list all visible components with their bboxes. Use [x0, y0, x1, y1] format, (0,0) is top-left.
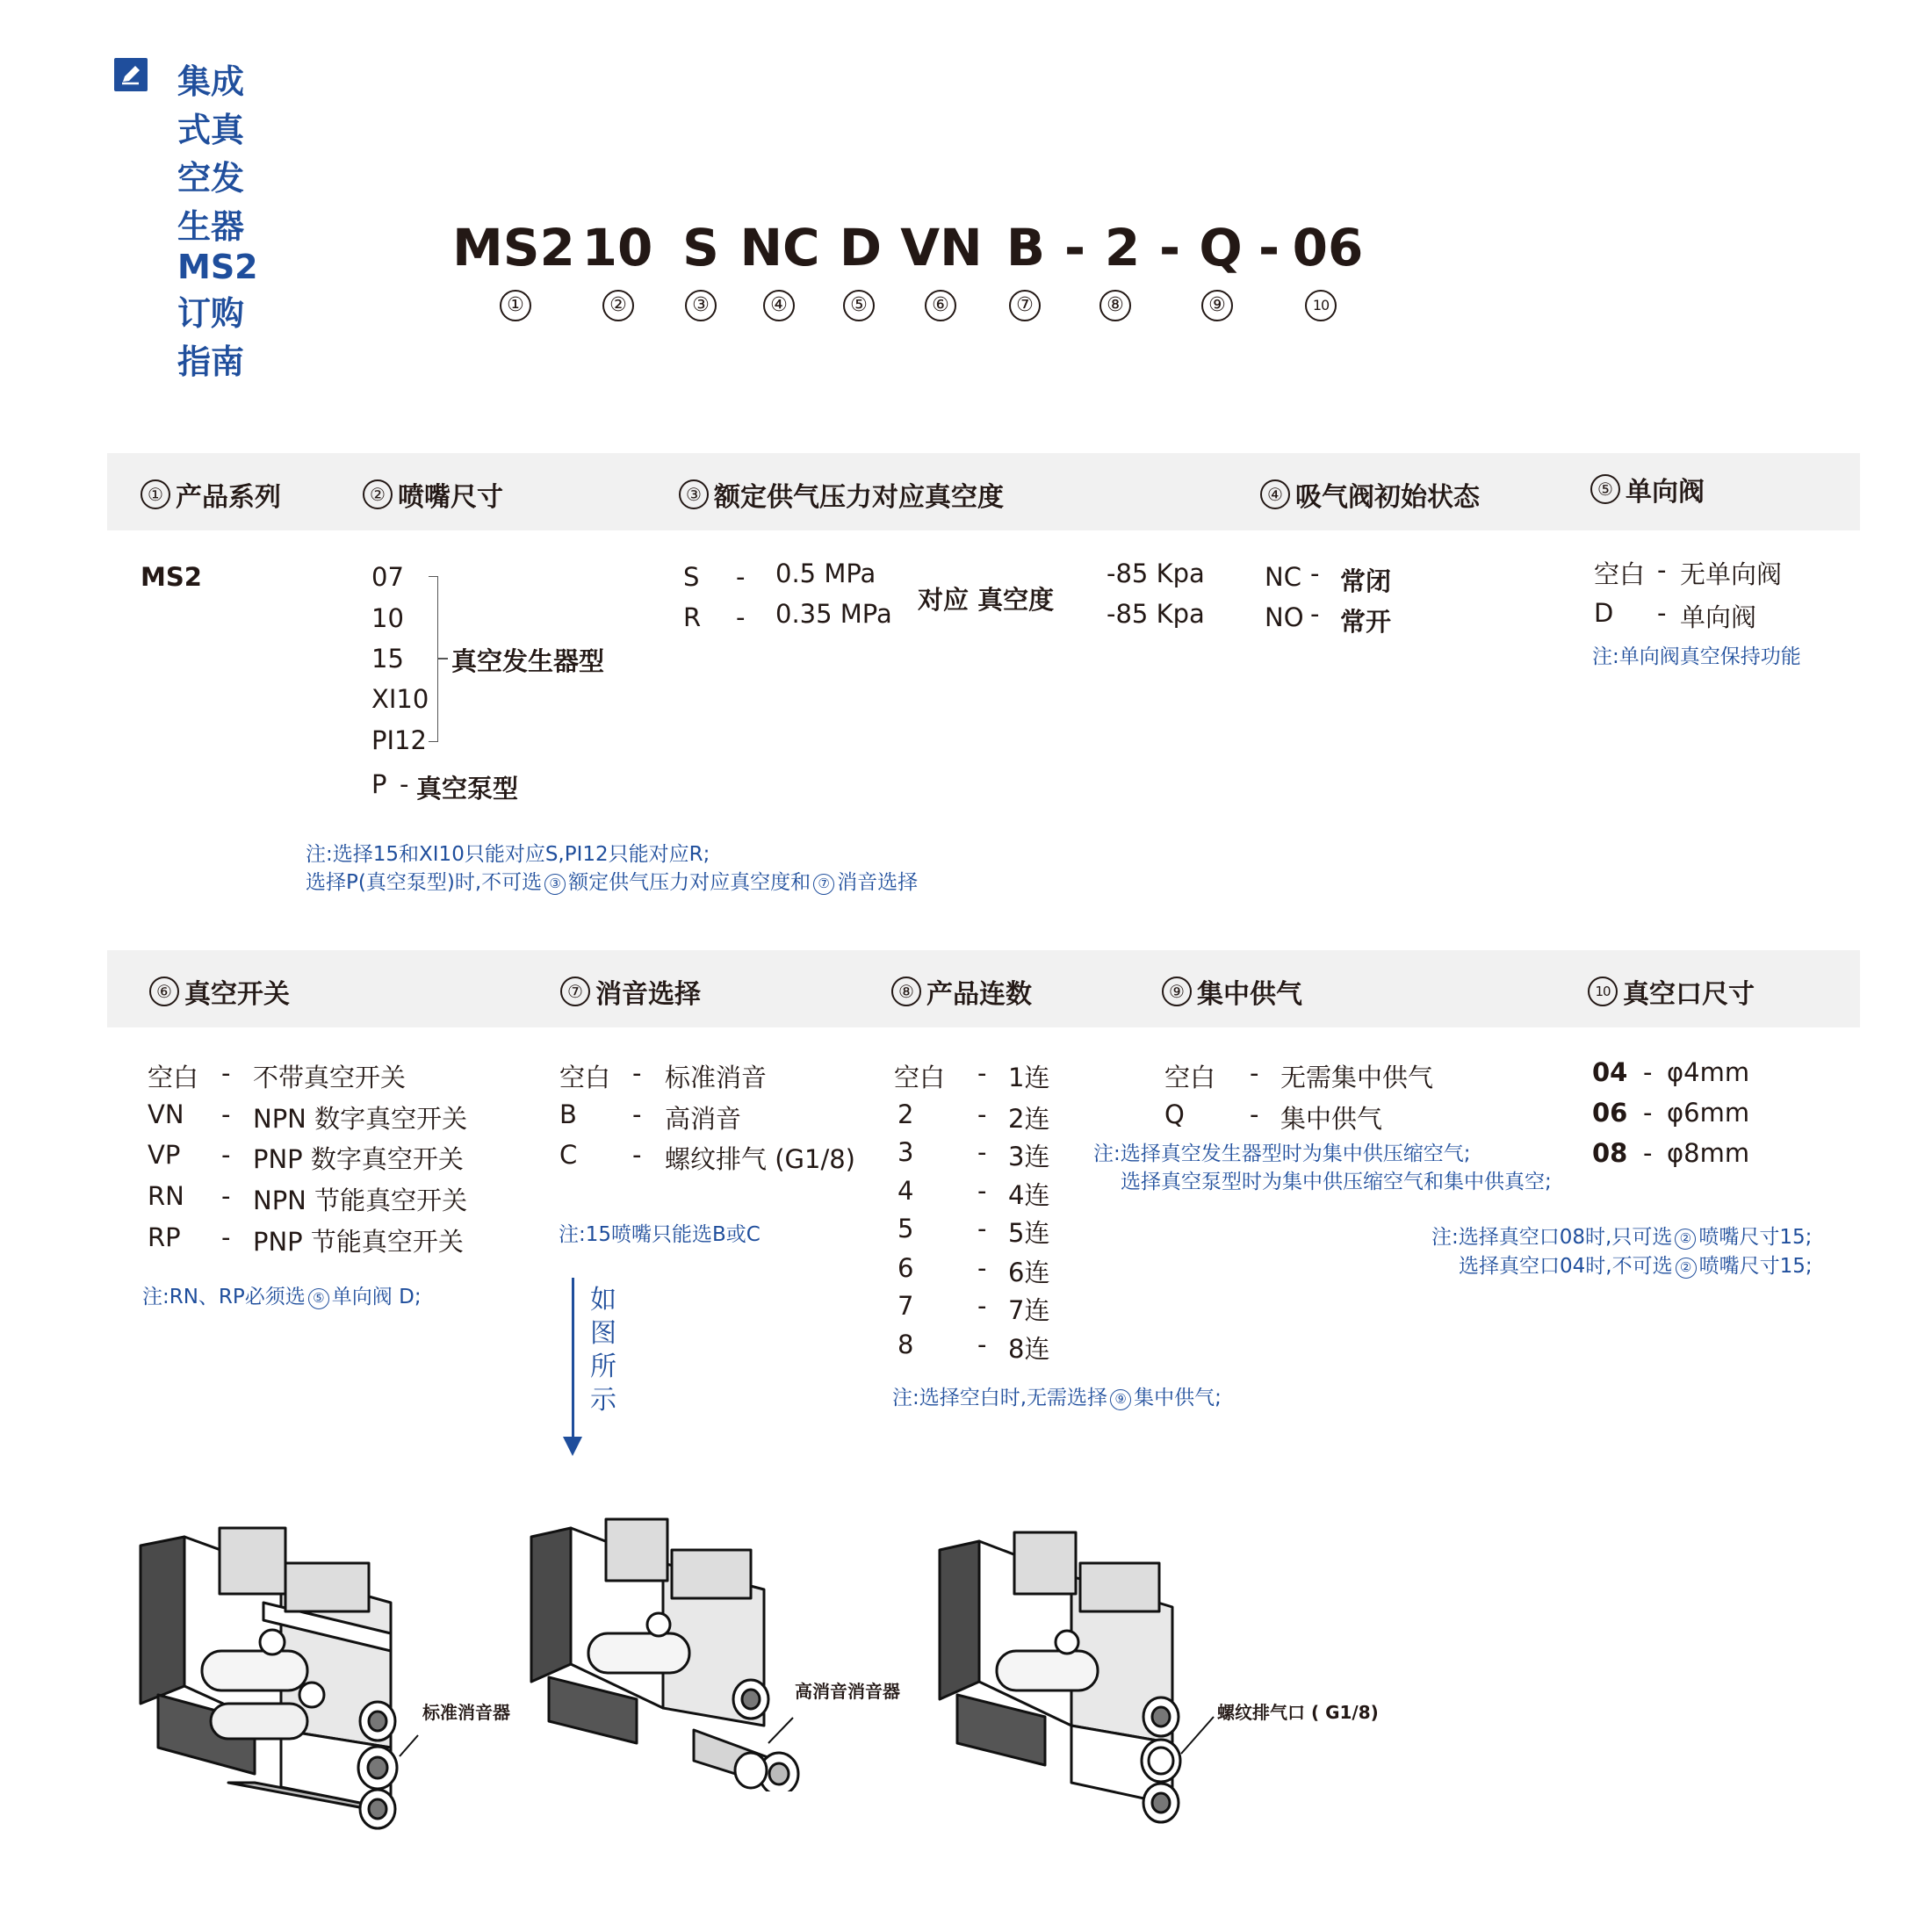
code-segment-vacuum-switch: VN — [900, 218, 983, 277]
central-supply-note1: 注:选择真空发生器型时为集中供压缩空气; — [1093, 1142, 1471, 1165]
count-note: 注:选择空白时,无需选择 ⑨ 集中供气; — [892, 1387, 1222, 1409]
separator: - — [221, 1222, 231, 1252]
silencer-code: 空白 — [559, 1063, 611, 1092]
nozzle-size: PI12 — [371, 725, 427, 755]
product-illustration-high-silencer — [514, 1510, 812, 1791]
separator: - — [221, 1181, 231, 1211]
count-label: 1连 — [1008, 1063, 1050, 1092]
silencer-label: 标准消音 — [665, 1063, 768, 1092]
pressure-code: S — [683, 562, 700, 592]
code-segment-nozzle: 10 — [581, 218, 653, 277]
vacuum-switch-code: 空白 — [148, 1063, 199, 1092]
code-segment-port-size: 06 — [1292, 218, 1364, 277]
code-number: 10 — [1305, 290, 1337, 321]
arrow-down-icon — [563, 1437, 582, 1456]
separator: - — [632, 1140, 642, 1170]
vacuum-switch-code: RP — [148, 1222, 181, 1252]
central-supply-code: 空白 — [1164, 1063, 1216, 1092]
code-number: ⑥ — [925, 290, 956, 321]
count-label: 5连 — [1008, 1218, 1050, 1248]
count-label: 8连 — [1008, 1334, 1050, 1364]
count-label: 2连 — [1008, 1104, 1050, 1134]
code-segment-silencer: B — [1006, 218, 1046, 277]
central-supply-note2: 选择真空泵型时为集中供压缩空气和集中供真空; — [1121, 1171, 1552, 1193]
header-vacuum-switch: ⑥ 真空开关 — [149, 972, 290, 1011]
count-code: 4 — [898, 1176, 914, 1206]
separator: - — [221, 1058, 231, 1088]
arrow-down-line — [572, 1278, 574, 1440]
separator: - — [400, 769, 409, 799]
code-segment-valve-state: NC — [739, 218, 820, 277]
separator: - — [1250, 1058, 1259, 1088]
header-check-valve: ⑤ 单向阀 — [1590, 470, 1705, 508]
count-code: 2 — [898, 1099, 914, 1129]
separator: - — [1250, 1099, 1259, 1129]
separator: - — [1643, 1098, 1653, 1128]
separator: - — [977, 1330, 987, 1359]
header-pressure: ③ 额定供气压力对应真空度 — [679, 475, 1004, 514]
pressure-code: R — [683, 602, 702, 632]
code-separator: - — [1063, 218, 1086, 277]
pressure-value: 0.35 MPa — [775, 599, 892, 629]
vacuum-switch-label: NPN 数字真空开关 — [253, 1104, 468, 1134]
header-count: ⑧ 产品连数 — [891, 972, 1032, 1011]
silencer-note: 注:15喷嘴只能选B或C — [559, 1223, 761, 1246]
port-size-code: 04 — [1592, 1057, 1628, 1087]
nozzle-size: 10 — [371, 603, 404, 633]
port-size-code: 06 — [1592, 1098, 1628, 1128]
valve-state-code: NC — [1265, 562, 1301, 592]
vacuum-switch-label: NPN 节能真空开关 — [253, 1186, 468, 1215]
separator: - — [977, 1291, 987, 1321]
code-separator: - — [1258, 218, 1280, 277]
vacuum-value: -85 Kpa — [1107, 599, 1205, 629]
silencer-code: C — [559, 1140, 578, 1170]
silencer-label: 螺纹排气 (G1/8) — [665, 1144, 855, 1174]
count-label: 4连 — [1008, 1180, 1050, 1210]
code-number: ⑤ — [843, 290, 875, 321]
silencer-label: 高消音 — [665, 1104, 742, 1134]
code-number: ④ — [763, 290, 795, 321]
section1-note-line2: 选择P(真空泵型)时,不可选 ③ 额定供气压力对应真空度和 ⑦ 消音选择 — [306, 871, 919, 894]
check-valve-label: 无单向阀 — [1680, 559, 1783, 589]
nozzle-pump-code: P — [371, 769, 387, 799]
vacuum-switch-label: PNP 节能真空开关 — [253, 1227, 464, 1257]
callout-high-silencer: 高消音消音器 — [795, 1681, 900, 1702]
nozzle-generator-label: 真空发生器型 — [451, 646, 605, 676]
count-code: 7 — [898, 1291, 914, 1321]
nozzle-bracket — [429, 576, 438, 742]
as-shown-label: 如 图 所 示 — [590, 1285, 616, 1416]
callout-standard-silencer: 标准消音器 — [422, 1702, 510, 1723]
separator: - — [632, 1058, 642, 1088]
code-segment-series: MS2 — [452, 218, 575, 277]
port-size-label: φ6mm — [1667, 1098, 1750, 1128]
count-label: 3连 — [1008, 1142, 1050, 1171]
vacuum-switch-code: RN — [148, 1181, 184, 1211]
page-title: 集成式真空发生器 MS2 订购指南 — [177, 62, 258, 381]
central-supply-label: 无需集中供气 — [1280, 1063, 1434, 1092]
vacuum-switch-label: PNP 数字真空开关 — [253, 1144, 464, 1174]
section1-note-line1: 注:选择15和XI10只能对应S,PI12只能对应R; — [306, 843, 710, 866]
silencer-code: B — [559, 1099, 577, 1129]
separator: - — [221, 1140, 231, 1170]
nozzle-size: XI10 — [371, 684, 429, 714]
separator: - — [1657, 555, 1667, 585]
separator: - — [977, 1099, 987, 1129]
code-segment-check-valve: D — [839, 218, 883, 277]
edit-icon — [114, 58, 148, 91]
check-valve-code: 空白 — [1594, 559, 1646, 589]
count-label: 6连 — [1008, 1258, 1050, 1287]
code-segment-pressure: S — [682, 218, 719, 277]
valve-state-code: NO — [1265, 602, 1304, 632]
vacuum-switch-label: 不带真空开关 — [253, 1063, 407, 1092]
separator: - — [632, 1099, 642, 1129]
separator: - — [1657, 598, 1667, 628]
bracket-tick — [437, 658, 448, 659]
nozzle-size: 15 — [371, 644, 404, 674]
central-supply-label: 集中供气 — [1280, 1104, 1383, 1134]
separator: - — [736, 562, 746, 592]
code-number: ⑨ — [1201, 290, 1233, 321]
header-port-size: 10 真空口尺寸 — [1588, 972, 1755, 1011]
count-code: 8 — [898, 1330, 914, 1359]
port-size-label: φ8mm — [1667, 1138, 1750, 1168]
nozzle-pump-label: 真空泵型 — [416, 774, 519, 804]
series-value: MS2 — [141, 562, 202, 592]
separator: - — [977, 1214, 987, 1243]
code-segment-count: 2 — [1104, 218, 1141, 277]
separator: - — [1643, 1138, 1653, 1168]
check-valve-code: D — [1594, 598, 1614, 628]
count-label: 7连 — [1008, 1295, 1050, 1325]
port-size-note2: 选择真空口04时,不可选 ② 喷嘴尺寸15; — [1459, 1255, 1813, 1278]
code-number: ⑧ — [1099, 290, 1131, 321]
valve-state-label: 常闭 — [1340, 566, 1392, 596]
count-code: 3 — [898, 1137, 914, 1167]
separator: - — [1310, 559, 1320, 588]
header-nozzle: ② 喷嘴尺寸 — [363, 475, 503, 514]
code-number: ① — [500, 290, 531, 321]
vacuum-switch-note: 注:RN、RP必须选 ⑤ 单向阀 D; — [142, 1286, 422, 1308]
product-illustration-standard-silencer — [123, 1519, 422, 1835]
separator: - — [977, 1137, 987, 1167]
header-series: ① 产品系列 — [141, 475, 281, 514]
separator: - — [1643, 1057, 1653, 1087]
pressure-value: 0.5 MPa — [775, 559, 876, 588]
count-code: 空白 — [894, 1063, 946, 1092]
header-central-supply: ⑨ 集中供气 — [1162, 972, 1302, 1011]
separator: - — [1310, 599, 1320, 629]
check-valve-note: 注:单向阀真空保持功能 — [1592, 645, 1801, 668]
callout-threaded-exhaust: 螺纹排气口 ( G1/8) — [1217, 1702, 1379, 1723]
code-separator: - — [1158, 218, 1181, 277]
vacuum-switch-code: VP — [148, 1140, 181, 1170]
separator: - — [977, 1176, 987, 1206]
pressure-middle-label: 对应 真空度 — [918, 585, 1055, 615]
vacuum-value: -85 Kpa — [1107, 559, 1205, 588]
count-code: 5 — [898, 1214, 914, 1243]
product-illustration-threaded-exhaust — [922, 1524, 1221, 1831]
vacuum-switch-code: VN — [148, 1099, 184, 1129]
code-segment-central-supply: Q — [1199, 218, 1243, 277]
port-size-note1: 注:选择真空口08时,只可选 ② 喷嘴尺寸15; — [1431, 1226, 1813, 1249]
separator: - — [736, 602, 746, 632]
check-valve-label: 单向阀 — [1680, 602, 1757, 632]
code-number: ⑦ — [1009, 290, 1041, 321]
separator: - — [221, 1099, 231, 1129]
nozzle-size: 07 — [371, 562, 404, 592]
port-size-code: 08 — [1592, 1138, 1628, 1168]
port-size-label: φ4mm — [1667, 1057, 1750, 1087]
header-silencer: ⑦ 消音选择 — [560, 972, 701, 1011]
code-number: ③ — [685, 290, 717, 321]
central-supply-code: Q — [1164, 1099, 1185, 1129]
separator: - — [977, 1253, 987, 1283]
count-code: 6 — [898, 1253, 914, 1283]
header-valve-state: ④ 吸气阀初始状态 — [1260, 475, 1480, 514]
separator: - — [977, 1058, 987, 1088]
valve-state-label: 常开 — [1340, 607, 1392, 637]
code-number: ② — [602, 290, 634, 321]
